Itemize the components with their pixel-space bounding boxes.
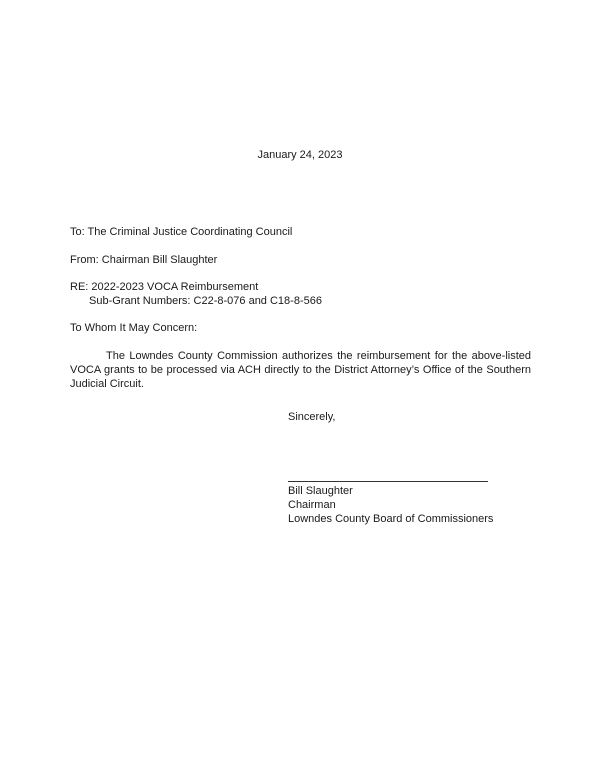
from-line: From: Chairman Bill Slaughter: [70, 254, 218, 266]
signer-name: Bill Slaughter: [288, 485, 353, 497]
signer-organization: Lowndes County Board of Commissioners: [288, 513, 494, 525]
signature-line: [288, 481, 488, 482]
body-paragraph: The Lowndes County Commission authorizes the reimbursement for the above-listed VOCA grants to be processed via ACH directly to the District Attorney’s Office of the Southern Judicial Circuit.: [70, 350, 531, 390]
subject-line: RE: 2022-2023 VOCA Reimbursement: [70, 281, 259, 293]
salutation: To Whom It May Concern:: [70, 322, 198, 334]
signer-title: Chairman: [288, 499, 336, 511]
letter-date: January 24, 2023: [257, 149, 343, 161]
to-line: To: The Criminal Justice Coordinating Council: [70, 226, 293, 238]
closing: Sincerely,: [288, 411, 336, 423]
sub-grant-numbers: Sub-Grant Numbers: C22-8-076 and C18-8-566: [89, 295, 322, 307]
